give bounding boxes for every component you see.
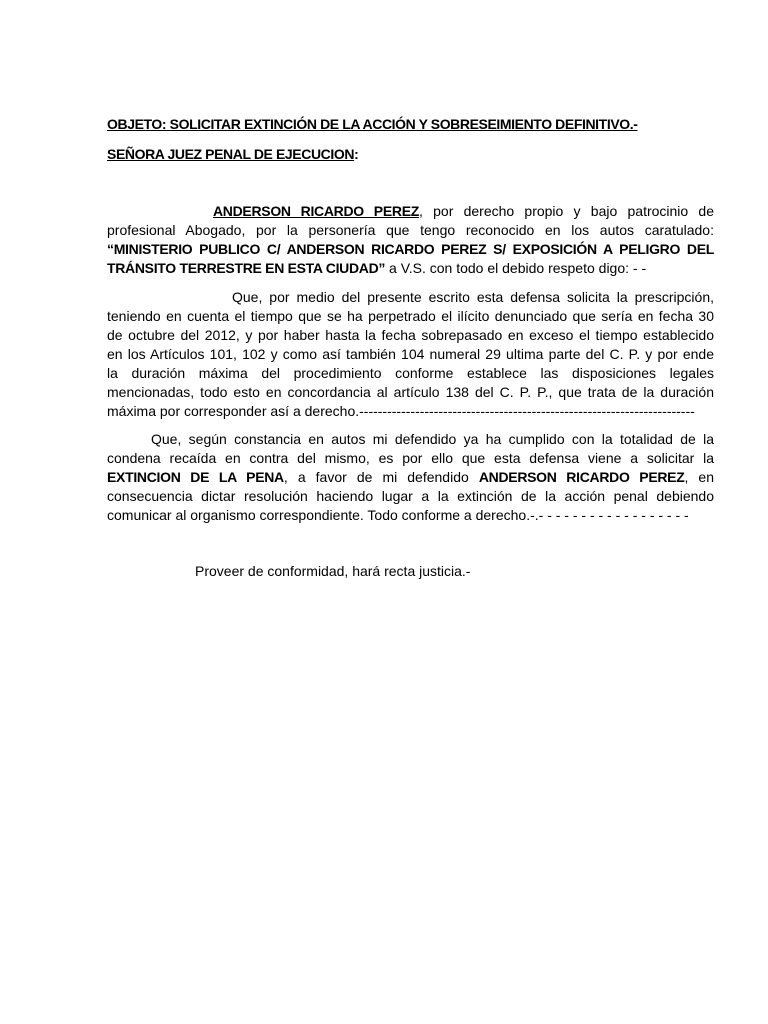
p1-line-4: [107, 259, 646, 278]
p1-case-title: “MINISTERIO PUBLICO C/ ANDERSON RICARDO PEREZ S/ EXPOSICIÓN A PELIGRO DEL: [107, 241, 714, 257]
p1-line-1-rest: , por derecho propio y bajo patrocinio de: [419, 203, 714, 219]
p3-line-5: comunicar al organismo correspondiente. Todo conforme a derecho.-.- - - - - - - - - - - - - - - - - -: [107, 507, 689, 523]
p1-line-4-rest: a V.S. con todo el debido respeto digo: - -: [385, 260, 647, 276]
p3-line-3-end: , en: [684, 469, 714, 485]
p3-line-1: Que, según constancia en autos mi defendido ya ha cumplido con la totalidad de la: [151, 431, 714, 447]
addressee-text: SEÑORA JUEZ PENAL DE EJECUCION: [107, 146, 355, 162]
p3-line-2: condena recaída en contra del mismo, es por ello que esta defensa viene a solicitar la: [107, 450, 714, 466]
p2-line-7: máxima por corresponder así a derecho.------------------------------------------------------------------------: [107, 403, 695, 419]
p1-line-2: profesional Abogado, por la personería que tengo reconocido en los autos caratulado:: [107, 222, 714, 238]
p1-line-1: [213, 202, 714, 221]
objeto-heading: OBJETO: SOLICITAR EXTINCIÓN DE LA ACCIÓN Y SOBRESEIMIENTO DEFINITIVO.-: [107, 116, 638, 132]
p3-line-4: consecuencia dictar resolución haciendo lugar a la extinción de la acción penal debiendo: [107, 488, 714, 504]
addressee-heading: [107, 145, 358, 164]
p3-line-3-mid: , a favor de mi defendido: [283, 469, 479, 485]
p2-line-2: teniendo en cuenta el tiempo que se ha perpetrado el ilícito denunciado que sería en fecha 30: [107, 308, 714, 324]
p2-line-5: la duración máxima del procedimiento conforme establece las disposiciones legales: [107, 365, 714, 381]
p2-line-6: mencionadas, todo esto en concordancia al artículo 138 del C. P. P., que trata de la duración: [107, 384, 714, 400]
closing-line: Proveer de conformidad, hará recta justicia.-: [195, 563, 471, 579]
p2-line-1: Que, por medio del presente escrito esta defensa solicita la prescripción,: [232, 289, 714, 305]
p3-line-3: [107, 468, 714, 487]
p2-line-3: de octubre del 2012, y por haber hasta la fecha sobrepasado en exceso el tiempo establecido: [107, 327, 714, 343]
addressee-colon: :: [354, 146, 359, 162]
extinction-term: EXTINCION DE LA PENA: [107, 469, 284, 485]
defendant-name: ANDERSON RICARDO PEREZ: [478, 469, 685, 485]
p2-line-4: en los Artículos 101, 102 y como así también 104 numeral 29 ultima parte del C. P. y por ende: [107, 346, 714, 362]
p1-case-title-end: TRÁNSITO TERRESTRE EN ESTA CIUDAD”: [107, 260, 386, 276]
party-name: ANDERSON RICARDO PEREZ: [213, 203, 419, 219]
